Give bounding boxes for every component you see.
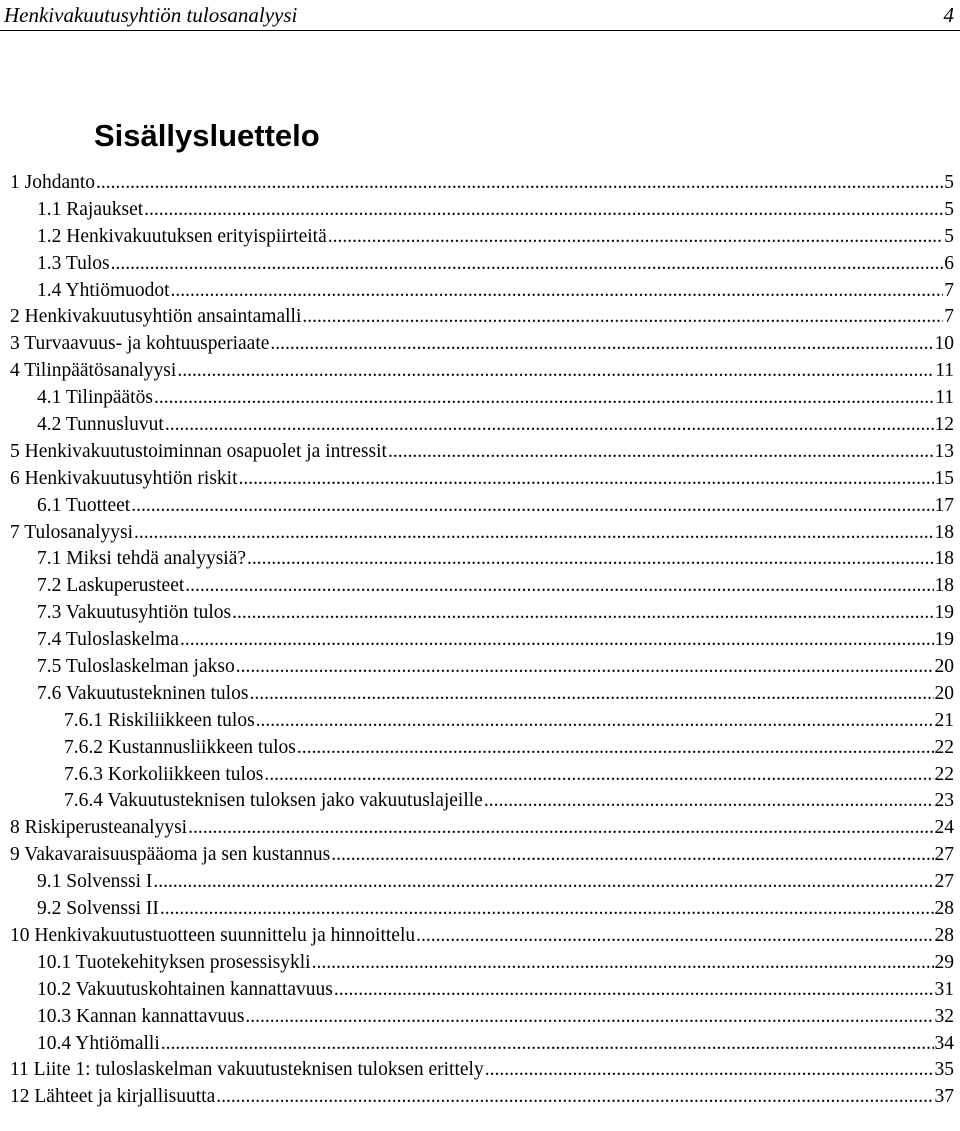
toc-entry-page-number: 10 bbox=[934, 333, 954, 355]
dot-leader bbox=[247, 546, 933, 573]
toc-entry[interactable] bbox=[0, 439, 960, 466]
toc-entry-title: 6.1 Tuotteet bbox=[37, 494, 131, 516]
toc-entry-page-number: 27 bbox=[934, 844, 954, 866]
toc-entry[interactable] bbox=[0, 788, 960, 815]
toc-entry-title: 7.6.2 Kustannusliikkeen tulos bbox=[64, 736, 296, 758]
dot-leader bbox=[249, 681, 933, 708]
toc-entry-title: 3 Turvaavuus- ja kohtuusperiaate bbox=[10, 333, 270, 355]
dot-leader bbox=[144, 197, 943, 224]
dot-leader bbox=[328, 224, 944, 251]
toc-entry-page-number: 5 bbox=[944, 172, 954, 193]
toc-entry-page-number: 37 bbox=[934, 1086, 954, 1108]
dot-leader bbox=[239, 466, 934, 493]
toc-entry-title: 8 Riskiperusteanalyysi bbox=[10, 817, 188, 839]
dot-leader bbox=[232, 600, 933, 627]
toc-entry-title: 4 Tilinpäätösanalyysi bbox=[10, 360, 177, 382]
toc-entry-title: 10.3 Kannan kannattavuus bbox=[37, 1005, 245, 1027]
toc-entry-title: 7.2 Laskuperusteet bbox=[37, 575, 185, 597]
dot-leader bbox=[236, 654, 934, 681]
toc-entry-page-number: 18 bbox=[934, 521, 954, 543]
toc-entry[interactable] bbox=[0, 466, 960, 493]
toc-entry[interactable] bbox=[0, 815, 960, 842]
dot-leader bbox=[388, 439, 934, 466]
toc-entry[interactable] bbox=[0, 304, 960, 331]
dot-leader bbox=[245, 1004, 933, 1031]
toc-entry-title: 10 Henkivakuutustuotteen suunnittelu ja hinnoittelu bbox=[10, 924, 416, 946]
toc-entry-page-number: 28 bbox=[934, 924, 954, 946]
toc-entry-page-number: 35 bbox=[934, 1059, 954, 1081]
toc-entry-page-number: 22 bbox=[934, 736, 954, 758]
toc-entry-title: 1.1 Rajaukset bbox=[37, 198, 144, 220]
toc-entry-page-number: 32 bbox=[934, 1005, 954, 1027]
toc-entry-page-number: 18 bbox=[934, 575, 954, 597]
toc-entry-title: 1.2 Henkivakuutuksen erityispiirteitä bbox=[37, 225, 327, 247]
dot-leader bbox=[331, 842, 933, 869]
toc-entry[interactable] bbox=[0, 197, 960, 224]
toc-entry-title: 6 Henkivakuutusyhtiön riskit bbox=[10, 467, 238, 489]
toc-entry-page-number: 27 bbox=[934, 871, 954, 893]
toc-entry-page-number: 20 bbox=[934, 682, 954, 704]
toc-entry[interactable] bbox=[0, 573, 960, 600]
toc-entry[interactable] bbox=[0, 1084, 960, 1111]
page-header bbox=[0, 2, 960, 31]
toc-entry[interactable] bbox=[0, 977, 960, 1004]
toc-entry[interactable] bbox=[0, 708, 960, 735]
toc-entry-page-number: 17 bbox=[934, 494, 954, 516]
toc-entry-page-number: 11 bbox=[935, 360, 954, 382]
dot-leader bbox=[177, 358, 934, 385]
dot-leader bbox=[131, 493, 933, 520]
toc-entry-title: 1.4 Yhtiömuodot bbox=[37, 279, 170, 301]
dot-leader bbox=[134, 520, 934, 547]
dot-leader bbox=[485, 1057, 934, 1084]
toc-entry[interactable] bbox=[0, 251, 960, 278]
toc-entry-page-number: 21 bbox=[934, 709, 954, 731]
toc-entry-page-number: 19 bbox=[934, 602, 954, 624]
dot-leader bbox=[270, 331, 933, 358]
toc-entry-page-number: 22 bbox=[934, 763, 954, 785]
toc-entry-title: 10.1 Tuotekehityksen prosessisykli bbox=[37, 951, 311, 973]
toc-entry[interactable] bbox=[0, 654, 960, 681]
table-of-contents bbox=[0, 170, 960, 1111]
dot-leader bbox=[185, 573, 933, 600]
toc-entry-title: 9 Vakavaraisuuspääoma ja sen kustannus bbox=[10, 844, 331, 866]
toc-entry-page-number: 5 bbox=[944, 198, 954, 220]
dot-leader bbox=[484, 788, 934, 815]
toc-entry[interactable] bbox=[0, 412, 960, 439]
dot-leader bbox=[154, 385, 934, 412]
dot-leader bbox=[161, 1031, 934, 1058]
dot-leader bbox=[297, 735, 934, 762]
toc-entry-title: 7.6 Vakuutustekninen tulos bbox=[37, 682, 249, 704]
toc-entry-title: 1.3 Tulos bbox=[37, 252, 110, 274]
toc-entry-page-number: 7 bbox=[944, 306, 954, 328]
dot-leader bbox=[334, 977, 934, 1004]
toc-entry-page-number: 28 bbox=[934, 898, 954, 920]
dot-leader bbox=[96, 170, 943, 197]
toc-entry-page-number: 15 bbox=[934, 467, 954, 489]
dot-leader bbox=[111, 251, 944, 278]
toc-entry-title: 10.2 Vakuutuskohtainen kannattavuus bbox=[37, 978, 333, 1000]
toc-entry-title: 4.1 Tilinpäätös bbox=[37, 387, 153, 409]
toc-entry-title: 7 Tulosanalyysi bbox=[10, 521, 133, 543]
toc-entry[interactable] bbox=[0, 1031, 960, 1058]
dot-leader bbox=[171, 278, 944, 305]
toc-entry-title: 10.4 Yhtiömalli bbox=[37, 1032, 160, 1054]
toc-entry[interactable] bbox=[0, 358, 960, 385]
dot-leader bbox=[264, 762, 933, 789]
toc-entry-title: 7.5 Tuloslaskelman jakso bbox=[37, 656, 235, 678]
toc-entry[interactable] bbox=[0, 950, 960, 977]
toc-entry-title: 7.3 Vakuutusyhtiön tulos bbox=[37, 602, 232, 624]
toc-entry-page-number: 12 bbox=[934, 414, 954, 436]
toc-entry[interactable] bbox=[0, 520, 960, 547]
toc-entry-title: 7.6.1 Riskiliikkeen tulos bbox=[64, 709, 255, 731]
toc-entry[interactable] bbox=[0, 493, 960, 520]
dot-leader bbox=[256, 708, 934, 735]
toc-entry-title: 2 Henkivakuutusyhtiön ansaintamalli bbox=[10, 306, 302, 328]
toc-title: Sisällysluettelo bbox=[94, 118, 320, 153]
toc-entry[interactable] bbox=[0, 735, 960, 762]
toc-entry-title: 4.2 Tunnusluvut bbox=[37, 414, 164, 436]
dot-leader bbox=[153, 869, 933, 896]
toc-entry-title: 11 Liite 1: tuloslaskelman vakuutusteknisen tuloksen erittely bbox=[10, 1059, 484, 1081]
dot-leader bbox=[180, 627, 934, 654]
dot-leader bbox=[160, 896, 934, 923]
toc-entry-page-number: 7 bbox=[944, 279, 954, 301]
dot-leader bbox=[416, 923, 933, 950]
toc-entry[interactable] bbox=[0, 869, 960, 896]
toc-entry-page-number: 6 bbox=[944, 252, 954, 274]
toc-entry-page-number: 11 bbox=[935, 387, 954, 409]
toc-entry-page-number: 24 bbox=[934, 817, 954, 839]
toc-entry-title: 7.6.4 Vakuutusteknisen tuloksen jako vakuutuslajeille bbox=[64, 790, 483, 812]
toc-entry[interactable] bbox=[0, 600, 960, 627]
toc-entry-page-number: 19 bbox=[934, 629, 954, 651]
dot-leader bbox=[312, 950, 934, 977]
toc-entry[interactable] bbox=[0, 224, 960, 251]
toc-entry-title: 7.6.3 Korkoliikkeen tulos bbox=[64, 763, 264, 785]
toc-entry[interactable] bbox=[0, 1004, 960, 1031]
toc-entry-page-number: 5 bbox=[944, 225, 954, 247]
toc-entry-page-number: 29 bbox=[934, 951, 954, 973]
toc-entry-title: 1 Johdanto bbox=[10, 172, 96, 193]
page-number: 4 bbox=[943, 3, 954, 27]
toc-entry[interactable] bbox=[0, 627, 960, 654]
toc-entry-title: 7.4 Tuloslaskelma bbox=[37, 629, 179, 651]
toc-entry[interactable] bbox=[0, 842, 960, 869]
toc-entry-page-number: 13 bbox=[934, 440, 954, 462]
toc-entry-page-number: 31 bbox=[934, 978, 954, 1000]
toc-entry-title: 9.2 Solvenssi II bbox=[37, 898, 159, 920]
toc-entry[interactable] bbox=[0, 170, 960, 197]
toc-entry[interactable] bbox=[0, 896, 960, 923]
dot-leader bbox=[188, 815, 933, 842]
toc-entry-title: 12 Lähteet ja kirjallisuutta bbox=[10, 1086, 216, 1108]
toc-entry-page-number: 18 bbox=[934, 548, 954, 570]
toc-entry-title: 5 Henkivakuutustoiminnan osapuolet ja intressit bbox=[10, 440, 387, 462]
toc-entry-page-number: 34 bbox=[934, 1032, 954, 1054]
toc-entry[interactable] bbox=[0, 385, 960, 412]
toc-entry-title: 9.1 Solvenssi I bbox=[37, 871, 153, 893]
toc-entry[interactable] bbox=[0, 546, 960, 573]
toc-entry[interactable] bbox=[0, 681, 960, 708]
toc-entry-title: 7.1 Miksi tehdä analyysiä? bbox=[37, 548, 247, 570]
toc-entry-page-number: 20 bbox=[934, 656, 954, 678]
toc-entry[interactable] bbox=[0, 762, 960, 789]
toc-entry-page-number: 23 bbox=[934, 790, 954, 812]
toc-entry[interactable] bbox=[0, 923, 960, 950]
toc-entry[interactable] bbox=[0, 1057, 960, 1084]
toc-entry[interactable] bbox=[0, 331, 960, 358]
toc-entry[interactable] bbox=[0, 278, 960, 305]
dot-leader bbox=[165, 412, 934, 439]
dot-leader bbox=[302, 304, 943, 331]
running-title: Henkivakuutusyhtiön tulosanalyysi bbox=[4, 3, 298, 27]
dot-leader bbox=[216, 1084, 933, 1111]
